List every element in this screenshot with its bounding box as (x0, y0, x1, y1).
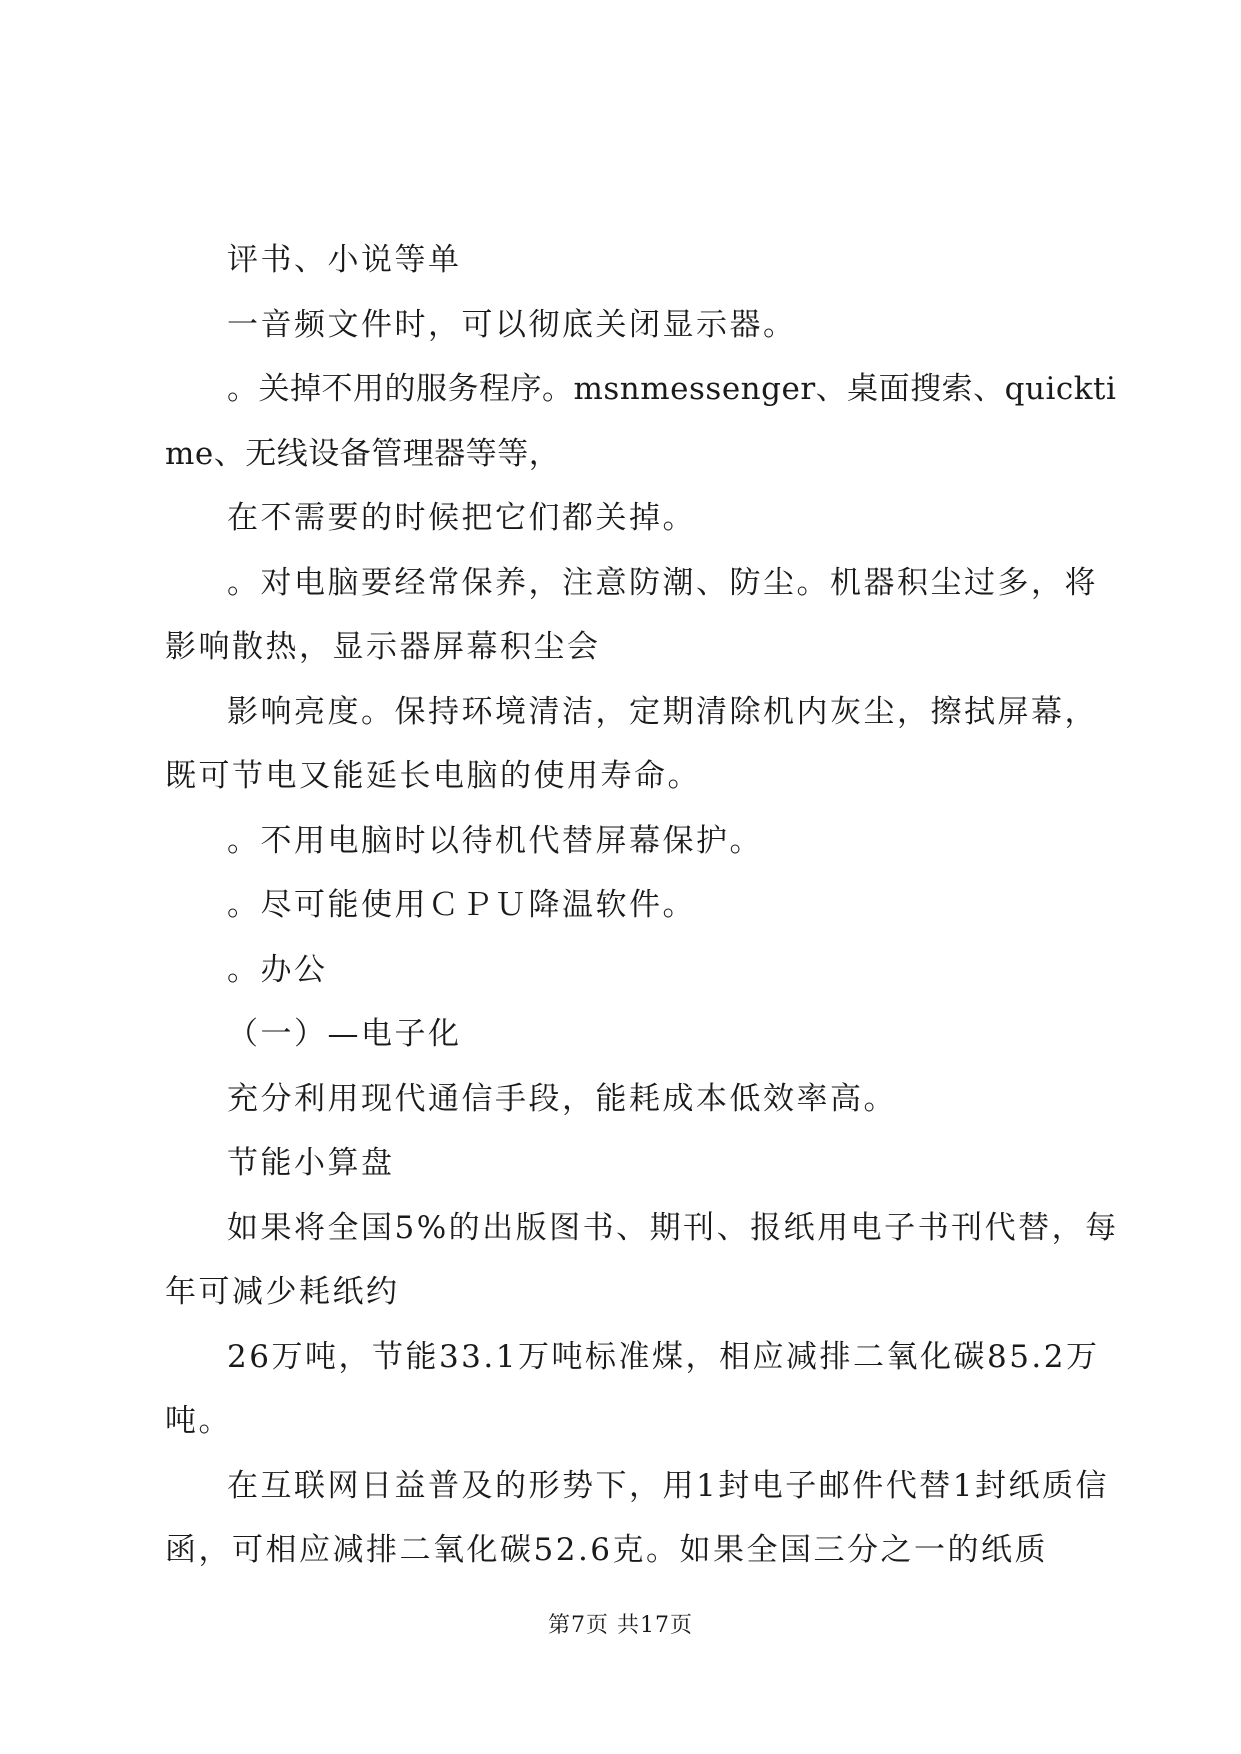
paragraph: 。对电脑要经常保养，注意防潮、防尘。机器积尘过多，将影响散热，显示器屏幕积尘会 (165, 564, 1098, 665)
paragraph: 。不用电脑时以待机代替屏幕保护。 (227, 822, 763, 859)
paragraph: 评书、小说等单 (227, 242, 462, 278)
paragraph: 。关掉不用的服务程序。msnmessenger、桌面搜索、quicktime、无线设备管理器等等， (165, 371, 1117, 472)
page-number-footer: 第7页 共17页 (548, 1613, 693, 1638)
paragraph: （一）—电子化 (227, 1016, 462, 1052)
paragraph: 充分利用现代通信手段，能耗成本低效率高。 (227, 1080, 897, 1117)
paragraph: 影响亮度。保持环境清洁，定期清除机内灰尘，擦拭屏幕，既可节电又能延长电脑的使用寿命。 (165, 693, 1098, 794)
paragraph: 26万吨，节能33.1万吨标准煤，相应减排二氧化碳85.2万吨。 (165, 1338, 1100, 1439)
paragraph: 如果将全国5%的出版图书、期刊、报纸用电子书刊代替，每年可减少耗纸约 (165, 1209, 1119, 1310)
paragraph: 节能小算盘 (227, 1145, 395, 1181)
paragraph: 一音频文件时，可以彻底关闭显示器。 (227, 306, 797, 343)
document-body (165, 228, 1125, 1583)
paragraph: 。办公 (227, 951, 328, 988)
paragraph: 。尽可能使用ＣＰＵ降温软件。 (227, 887, 696, 923)
paragraph: 在不需要的时候把它们都关掉。 (227, 500, 696, 536)
paragraph: 在互联网日益普及的形势下，用1封电子邮件代替1封纸质信函，可相应减排二氧化碳52.6克。如果全国三分之一的纸质 (165, 1467, 1109, 1568)
